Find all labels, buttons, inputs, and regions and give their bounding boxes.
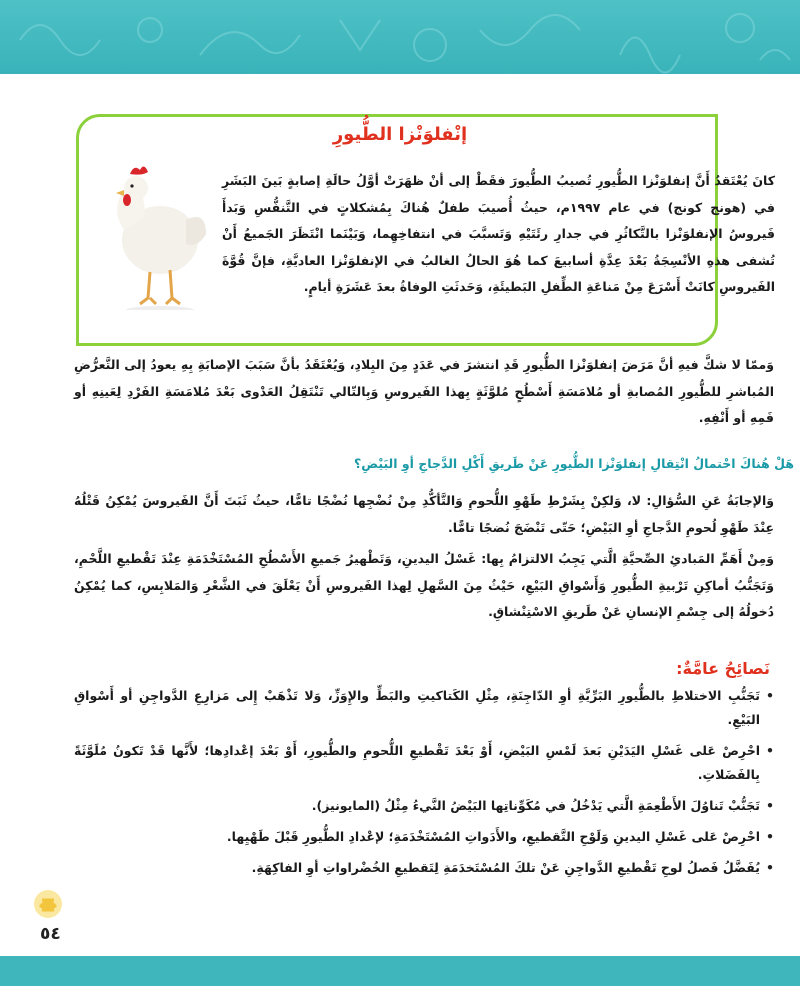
tips-list (74, 684, 774, 887)
top-decorative-band (0, 0, 800, 74)
publisher-logo-icon (30, 886, 66, 922)
calligraphy-pattern-icon (0, 0, 800, 74)
page-number: ٥٤ (40, 924, 61, 944)
list-item: • احْرِصْ عَلى غَسْلِ اليَدَيْنِ بَعدَ لَمْسِ البَيْضِ، أَوْ بَعْدَ تَقْطيعِ اللُّحومِ والطُّيورِ، أَوْ بَعْدَ إعْدادِها؛ لأَنَّها قَدْ تَكونُ مُلَوَّثَةً بِالفَضَلاتِ. (74, 739, 774, 787)
question-heading: هَلْ هُناكَ احْتمالُ انْتِقالِ إنفلوَنْزا الطُّيورِ عَنْ طَريقِ أَكْلِ الدَّجاجِ أوِ البَيْضِ؟ (354, 456, 794, 471)
answer-paragraph-2: وَمِنْ أَهَمِّ المَبادئِ الصِّحيَّةِ الَّتي يَجِبُ الالتزامُ بِها: غَسْلُ اليدينِ، وَتَطْهيرُ جَميعِ الأَسْطُحِ المُسْتَخْدَمَةِ عِنْدَ تَقْطيعِ اللَّحْمِ، وَتَجَنُّبُ أماكِنِ تَرْبيةِ الطُّيورِ وَأَسْواقِ البَيْعِ، حَيْثُ مِنَ السَّهلِ لِهذا الفَيروسِ أَنْ يَعْلَقَ في الشَّعْرِ وَالمَلابِسِ، كما يُمْكِنُ دُخولُهُ إلى جِسْمِ الإنسانِ عَنْ طَريقِ الاسْتِنْشاقِ. (74, 551, 774, 619)
bottom-decorative-band (0, 956, 800, 986)
intro-paragraph-2: وَممّا لا شكَّ فيهِ أنَّ مَرَضَ إنفلوَنْزا الطُّيورِ قَدِ انتشرَ في عَدَدٍ مِنَ البِلادِ، وَيُعْتَقَدُ بأنَّ سَبَبَ الإصابَةِ بِهِ يعودُ إلى التَّعرُّضِ المُباشرِ للطُّيورِ المُصابةِ أو مُلامَسَةِ أَسْطُحٍ مُلوَّثَةٍ بِهذا الفَيروسِ وَبِالتّالي تَنْتَقِلُ العَدْوى بَعْدَ مُلامَسَةِ الفَرْدِ لِعَينِهِ أو فَمِهِ أو أَنْفِهِ. (74, 357, 774, 425)
list-item: • تَجَنُّبْ تَناوُلَ الأَطْعِمَةِ الَّتي يَدْخُلُ في مُكَوِّناتِها البَيْضُ النَّيءُ مِثْلُ (المايونيز). (74, 794, 774, 818)
list-item: • يُفَضَّلُ فَصلُ لوحِ تَقْطيعِ الدَّواجِنِ عَنْ تلكَ المُسْتَخدَمَةِ لِتَقطيعِ الخُضْراواتِ أوِ الفاكِهَةِ. (74, 856, 774, 880)
tips-heading: نَصائِحُ عامَّةٌ: (676, 659, 770, 678)
intro-paragraph-1: كانَ يُعْتَقدُ أَنَّ إنفلوَنْزا الطُّيورِ تُصيبُ الطُّيورَ فقَطْ إلى أنْ ظهَرَتْ أوَّلُ حالَةِ إصابةٍ بَينَ البَشَرِ في (هونج كونج) في عام ١٩٩٧م، حيثُ أُصيبَ طفلٌ هُناكَ بِمُشكلاتٍ في التَّنفُّسِ وَبَدأَ فَيروسُ الإنفلوَنْزا بالتَّكاثُرِ في جدارِ رئَتَيْهِ وَتَسبَّبَ في انتفاخِهِما، وَبَيْنَما انْتَظَرَ الجَميعُ أَنْ تُشفى هذهِ الأنْسِجَةُ بَعْدَ عِدَّةِ أسابيعَ كما هُوَ الحالُ الغالبُ في الإنفلوَنْزا العاديَّةِ، فإنَّ قُوَّةَ الفَيروسِ كانَتْ أَسْرَعَ مِنْ مَناعَةِ الطِّفلِ البَطيئَةِ، وَحَدثَتِ الوفاةُ بعدَ عَشَرَةِ أيامٍ. (222, 173, 775, 294)
list-item: • تَجَنُّبِ الاختلاطِ بالطُّيورِ البَرِّيَّةِ أوِ الدّاجِنَةِ، مِثْلِ الكَتاكيتِ والبَطِّ والإِوَزِّ، وَلا تَذْهَبْ إِلى مَزارِعِ الدَّواجِنِ أو أَسْواقِ البَيْعِ. (74, 684, 774, 732)
answer-paragraph-1: وَالإجابَةُ عَنِ السُّؤالِ: لا، وَلكِنْ بِشَرْطِ طَهْوِ اللُّحومِ وَالتَّأكُّدِ مِنْ نُضْجِها نُضْجًا تامًّا، حيثُ ثَبَتَ أَنَّ الفَيروسَ يُمْكِنُ قَتْلُهُ عِنْدَ طَهْوِ لُحومِ الدَّجاجِ أوِ البَيْضِ؛ حَتّى تَنْضَجَ نُضجًا تامًّا. (74, 493, 774, 535)
hen-illustration (100, 160, 212, 310)
page-title: إنْفلوَنْزا الطُّيورِ (332, 124, 468, 145)
list-item: • احْرِصْ عَلى غَسْلِ اليدينِ وَلَوْحِ التَّقطيعِ، والأَدَواتِ المُسْتَخْدَمَةِ؛ لإعْدادِ الطُّيورِ قَبْلَ طَهْيِها. (74, 825, 774, 849)
